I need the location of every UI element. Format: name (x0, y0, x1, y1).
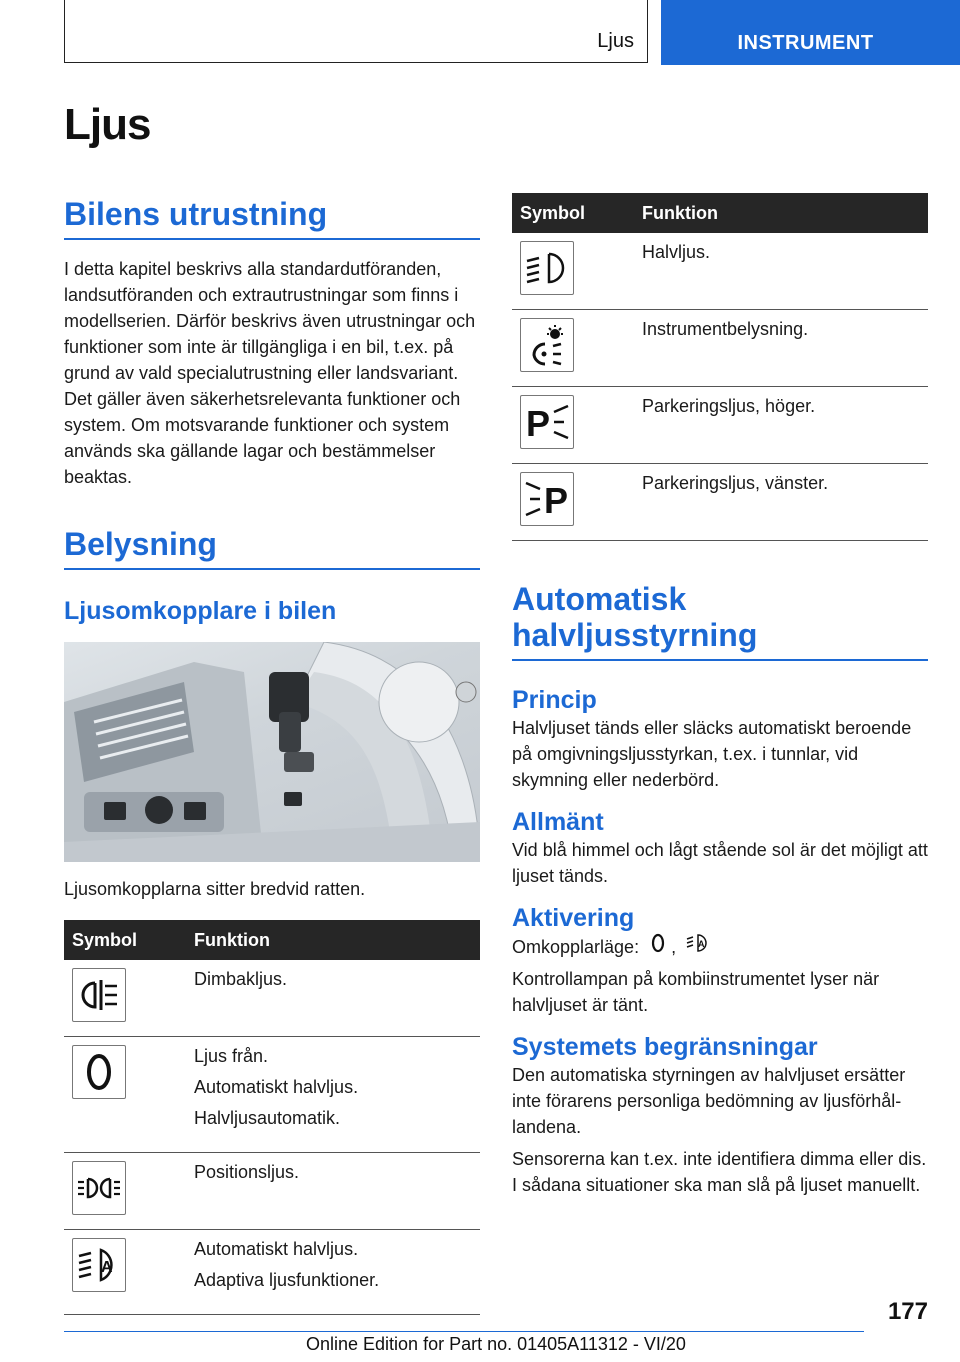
light-off-zero-icon (72, 1045, 126, 1099)
function-text: Halvljusautomatik. (194, 1108, 341, 1128)
instrument-lighting-icon (520, 318, 574, 372)
footer-edition: Online Edition for Part no. 01405A11312 - VI/20 (306, 1334, 686, 1354)
heading-general: Allmänt (512, 808, 604, 836)
header-chapter-tab: INSTRUMENT (661, 0, 960, 65)
heading-auto-low-beam: Automatisk halvljusstyrning (512, 581, 928, 661)
header-section-title: Ljus (597, 30, 634, 52)
activation-separator: , (671, 936, 677, 957)
column-header-symbol: Symbol (512, 193, 642, 233)
function-text: Dimbakljus. (194, 969, 288, 989)
column-header-function: Funktion (194, 920, 480, 960)
activation-paragraph: Kontrollampan på kombiinstrumentet lyser när halvljuset är tänt. (512, 969, 880, 1015)
svg-text:A: A (101, 1259, 113, 1276)
svg-text:P: P (526, 403, 551, 442)
table-row (512, 233, 928, 310)
activation-switch-line (512, 933, 928, 960)
function-text: Parkeringsljus, vänster. (642, 473, 829, 493)
table-header-row (64, 920, 480, 960)
page-number: 177 (887, 1298, 928, 1325)
heading-principle: Princip (512, 686, 597, 714)
left-column (64, 196, 480, 1315)
general-paragraph: Vid blå himmel och lågt stående sol är det möjligt att ljuset tänds. (512, 840, 928, 886)
low-beam-icon (520, 241, 574, 295)
photo-caption: Ljusomkopplarna sitter bredvid ratten. (64, 879, 366, 899)
column-header-function: Funktion (642, 193, 928, 233)
page-title: Ljus (64, 100, 151, 149)
parking-light-right-icon (520, 395, 574, 449)
position-light-icon (72, 1161, 126, 1215)
auto-headlight-icon (72, 1238, 126, 1292)
activation-label: Omkopplarläge: (512, 936, 640, 957)
footer-divider (64, 1331, 864, 1332)
table-row (64, 1037, 480, 1153)
function-text: Parkeringsljus, höger. (642, 396, 816, 416)
table-header-row (512, 193, 928, 233)
function-text: Instrumentbelysning. (642, 319, 809, 339)
symbol-table-left (64, 920, 480, 1315)
auto-headlight-small-icon (686, 933, 710, 960)
equipment-paragraph: I detta kapitel beskrivs alla standardutföranden, landsutföranden och extrautrustningar som finns i modellserien. Därför beskrivs även utrustningar och funktioner som inte är tillgängliga i en bil, t.ex. på grund av vald specialutrustning eller landsvariant. Det gäller även säkerhetsrelevanta funktioner och system. Om motsvarande funktioner och system används ska gällande lagar och bestämmelser beaktas. (64, 259, 476, 487)
light-switch-photo (64, 642, 480, 862)
limits-paragraph-2: Sensorerna kan t.ex. inte identifiera dimma eller dis. I sådana situationer ska man slå på ljuset manuellt. (512, 1149, 927, 1195)
heading-light-switch: Ljusomkopplare i bilen (64, 597, 337, 625)
symbol-table-right (512, 193, 928, 541)
svg-text:A: A (698, 939, 705, 949)
table-row (512, 464, 928, 541)
function-text: Positionsljus. (194, 1162, 300, 1182)
dashboard-illustration (64, 642, 480, 862)
right-column (512, 193, 928, 1198)
table-row (64, 1153, 480, 1230)
limits-paragraph-1: Den automatiska styrningen av halvljuset ersätter inte förarens personliga bedömning av ljusförhållandena. (512, 1065, 906, 1137)
function-text: Automatiskt halvljus. (194, 1239, 359, 1259)
function-text: Ljus från. (194, 1046, 269, 1066)
function-text: Automatiskt halvljus. (194, 1077, 359, 1097)
table-row (512, 310, 928, 387)
svg-text:P: P (544, 480, 569, 519)
heading-activation: Aktivering (512, 904, 635, 932)
table-row (64, 960, 480, 1037)
fog-light-icon (72, 968, 126, 1022)
function-text: Adaptiva ljusfunktioner. (194, 1270, 380, 1290)
header-frame (64, 0, 648, 63)
table-row (512, 387, 928, 464)
table-row (64, 1230, 480, 1315)
heading-system-limits: Systemets begränsningar (512, 1033, 818, 1061)
principle-paragraph: Halvljuset tänds eller släcks automatiskt beroende på omgivningsljusstyrkan, t.ex. i tunnlar, vid skymning eller nederbörd. (512, 718, 912, 790)
heading-lighting: Belysning (64, 526, 480, 570)
column-header-symbol: Symbol (64, 920, 194, 960)
heading-equipment: Bilens utrustning (64, 196, 480, 240)
zero-position-icon (651, 933, 665, 960)
parking-light-left-icon (520, 472, 574, 526)
function-text: Halvljus. (642, 242, 711, 262)
